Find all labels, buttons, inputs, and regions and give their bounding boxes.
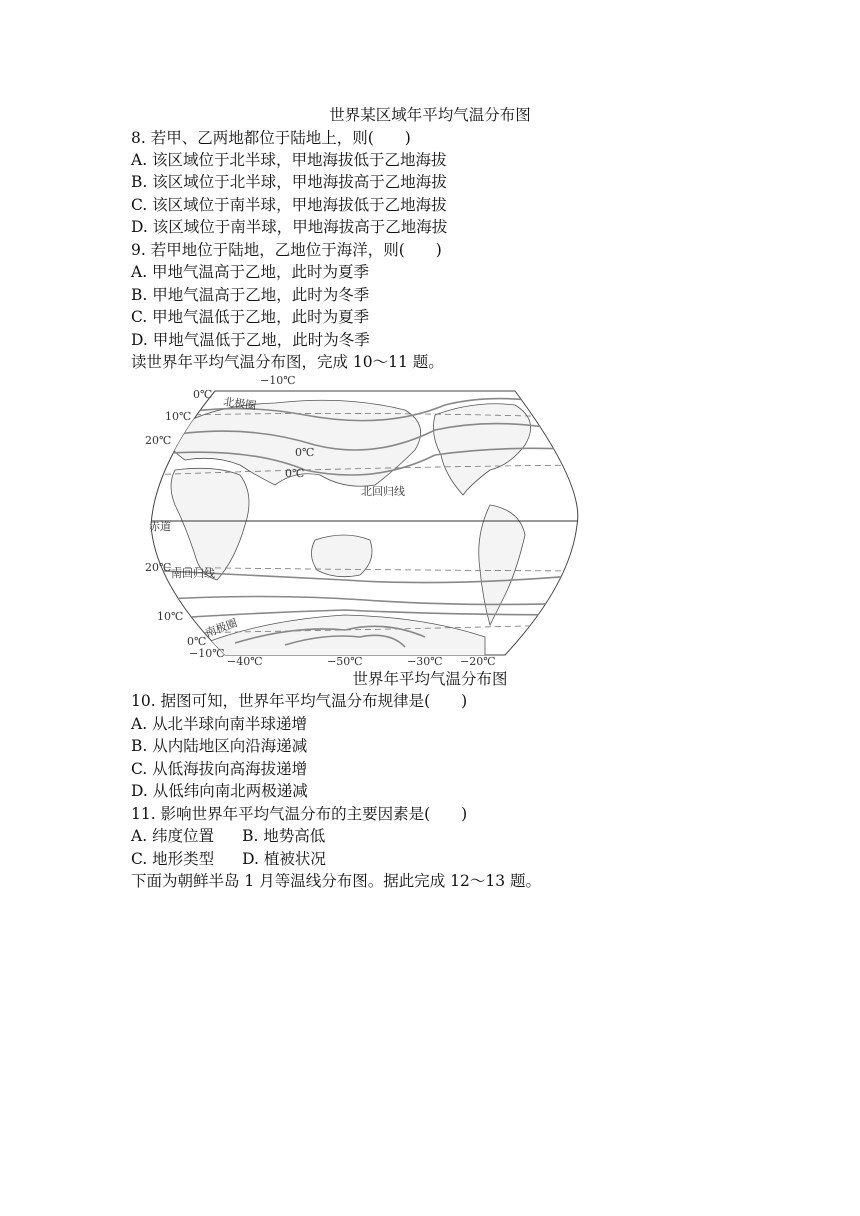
q11-option-d: D. 植被状况	[242, 850, 326, 868]
q11-option-b: B. 地势高低	[242, 827, 326, 845]
label-tropic-capricorn: 南回归线	[171, 567, 215, 580]
q9-stem: 9. 若甲地位于陆地，乙地位于海洋，则( )	[131, 241, 442, 259]
q11-option-a: A. 纬度位置	[131, 827, 215, 845]
figure2-caption: 世界年平均气温分布图	[352, 670, 508, 688]
label-t-0-left: 0℃	[193, 388, 213, 401]
q8-option-b: B. 该区域位于北半球，甲地海拔高于乙地海拔	[131, 173, 447, 191]
label-t-m30: −30℃	[407, 655, 443, 667]
label-t-20-south: 20℃	[145, 561, 172, 574]
q9-option-c: C. 甲地气温低于乙地，此时为夏季	[131, 308, 370, 326]
label-t-top: −10℃	[260, 375, 296, 387]
q8-option-a: A. 该区域位于北半球，甲地海拔低于乙地海拔	[131, 151, 447, 169]
label-antarctic-circle: 南极圈	[203, 616, 240, 640]
q11-option-c: C. 地形类型	[131, 850, 215, 868]
q10-option-b: B. 从内陆地区向沿海递减	[131, 737, 308, 755]
intro-10-11: 读世界年平均气温分布图，完成 10～11 题。	[131, 353, 444, 371]
intro-12-13: 下面为朝鲜半岛 1 月等温线分布图。据此完成 12～13 题。	[131, 872, 542, 890]
figure1-caption: 世界某区域年平均气温分布图	[329, 106, 531, 124]
label-t-0-inner1: 0℃	[295, 446, 315, 459]
world-temperature-map	[145, 375, 585, 667]
q10-stem: 10. 据图可知，世界年平均气温分布规律是( )	[131, 692, 468, 710]
label-t-0-south: 0℃	[187, 635, 207, 648]
label-t-0-inner2: 0℃	[285, 467, 305, 480]
q11-options-row2	[131, 848, 326, 870]
q9-option-a: A. 甲地气温高于乙地，此时为夏季	[131, 263, 370, 281]
q10-option-c: C. 从低海拔向高海拔递增	[131, 760, 308, 778]
label-equator: 赤道	[149, 520, 171, 533]
q11-options-row1	[131, 825, 325, 847]
q8-option-c: C. 该区域位于南半球，甲地海拔低于乙地海拔	[131, 196, 447, 214]
q8-option-d: D. 该区域位于南半球，甲地海拔高于乙地海拔	[131, 218, 448, 236]
label-t-m10-south: −10℃	[189, 647, 225, 660]
label-t-10-left: 10℃	[165, 410, 192, 423]
label-tropic-cancer: 北回归线	[361, 485, 405, 498]
label-arctic-circle: 北极圈	[222, 395, 258, 413]
label-t-m40: −40℃	[227, 655, 263, 667]
q10-option-a: A. 从北半球向南半球递增	[131, 715, 308, 733]
label-t-m20: −20℃	[460, 655, 496, 667]
label-t-20-left: 20℃	[145, 434, 172, 447]
q11-stem: 11. 影响世界年平均气温分布的主要因素是( )	[131, 805, 468, 823]
label-t-10-south: 10℃	[157, 610, 184, 623]
q10-option-d: D. 从低纬向南北两极递减	[131, 782, 308, 800]
q9-option-b: B. 甲地气温高于乙地，此时为冬季	[131, 286, 370, 304]
label-t-m50: −50℃	[327, 655, 363, 667]
q8-stem: 8. 若甲、乙两地都位于陆地上，则( )	[131, 129, 411, 147]
q9-option-d: D. 甲地气温低于乙地，此时为冬季	[131, 331, 370, 349]
